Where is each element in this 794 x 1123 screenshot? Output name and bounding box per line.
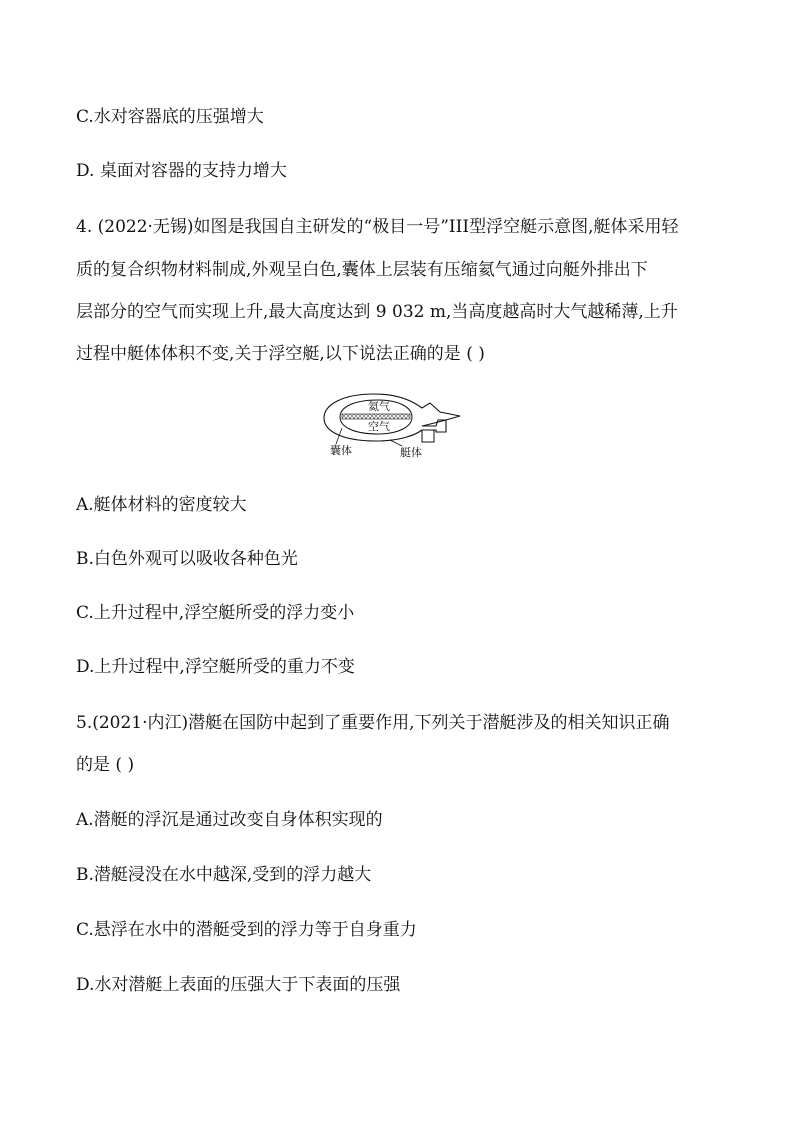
label-hull: 艇体 — [400, 446, 422, 459]
tail-fin — [422, 430, 434, 442]
q4-stem-line: 层部分的空气而实现上升,最大高度达到 9 032 m,当高度越高时大气越稀薄,上升 — [76, 302, 678, 322]
label-air: 空气 — [368, 420, 390, 433]
q5-option-b: B.潜艇浸没在水中越深,受到的浮力越大 — [76, 865, 372, 885]
q3-option-d: D. 桌面对容器的支持力增大 — [76, 161, 287, 181]
q4-option-c: C.上升过程中,浮空艇所受的浮力变小 — [76, 603, 355, 623]
q5-stem-line: 5.(2021·内江)潜艇在国防中起到了重要作用,下列关于潜艇涉及的相关知识正确 — [76, 713, 670, 733]
bag-divider-band — [342, 414, 410, 419]
label-bag: 囊体 — [330, 444, 352, 457]
q4-option-a: A.艇体材料的密度较大 — [76, 495, 247, 515]
airship-diagram-svg — [318, 386, 474, 460]
label-helium: 氦气 — [368, 400, 390, 413]
q4-option-b: B.白色外观可以吸收各种色光 — [76, 549, 298, 569]
q5-option-d: D.水对潜艇上表面的压强大于下表面的压强 — [76, 975, 401, 995]
q4-stem-line: 质的复合织物材料制成,外观呈白色,囊体上层装有压缩氦气通过向艇外排出下 — [76, 260, 648, 280]
q3-option-c: C.水对容器底的压强增大 — [76, 107, 264, 127]
q5-option-c: C.悬浮在水中的潜艇受到的浮力等于自身重力 — [76, 920, 417, 940]
airship-diagram — [318, 386, 474, 460]
q4-option-d: D.上升过程中,浮空艇所受的重力不变 — [76, 657, 355, 677]
q5-stem-line: 的是 ( ) — [76, 755, 135, 775]
q5-option-a: A.潜艇的浮沉是通过改变自身体积实现的 — [76, 810, 383, 830]
q4-stem-line: 过程中艇体体积不变,关于浮空艇,以下说法正确的是 ( ) — [76, 344, 485, 364]
q4-stem-line: 4. (2022·无锡)如图是我国自主研发的“极目一号”III型浮空艇示意图,艇体采用轻 — [76, 217, 679, 237]
